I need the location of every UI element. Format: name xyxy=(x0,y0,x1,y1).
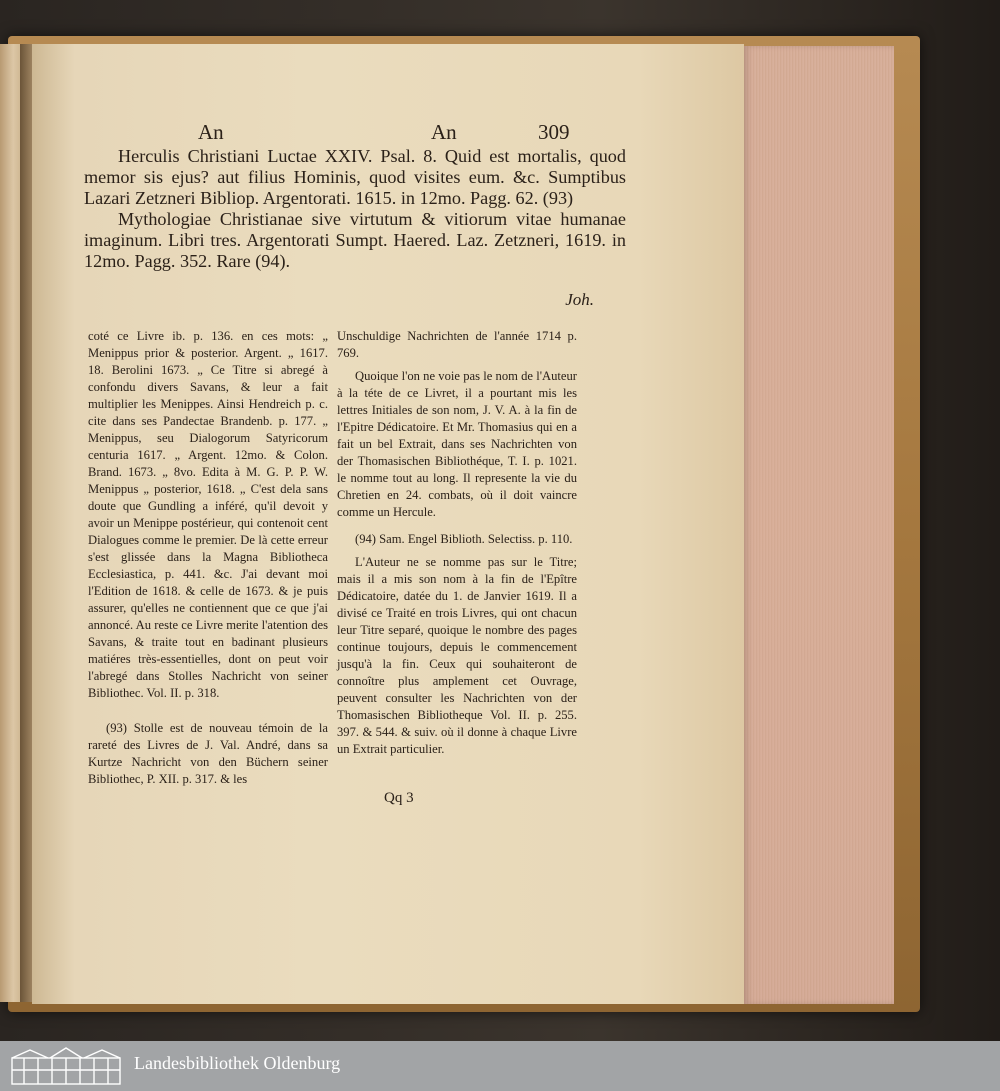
library-building-logo xyxy=(10,1046,122,1086)
page-block-edges xyxy=(744,46,894,1004)
signature-mark: Qq 3 xyxy=(384,790,414,806)
main-entries xyxy=(84,146,626,272)
running-head-left: An xyxy=(198,120,224,144)
footer-bar xyxy=(0,1041,1000,1091)
note-quoique: Quoique l'on ne voie pas le nom de l'Auteur à la téte de ce Livret, il a pourtant mis les lettres Initiales de son nom, J. V. A. à la fin de l'Epitre Dédicatoire. Et Mr. Thomasius qui en a fait un bel Extrait, dans ses Nachrichten von der Thomasischen Bibliothéque, T. I. p. 1021. le nomme tout au long. Il represente la vie du Chretien en 24. combats, où il doit vaincre comme un Hercule. xyxy=(337,369,577,519)
left-page-edge xyxy=(0,44,22,1002)
catchword: Joh. xyxy=(565,290,594,309)
running-head-center: An xyxy=(431,120,457,144)
entry-93: Herculis Christiani Luctae XXIV. Psal. 8. Quid est mortalis, quod memor sis ejus? aut filius Hominis, quod visites eum. &c. Sumptibus Lazari Zetzneri Bibliop. Argentorati. 1615. in 12mo. Pagg. 62. (93) xyxy=(84,146,626,208)
book-page xyxy=(32,44,744,1004)
note-unschuldige: Unschuldige Nachrichten de l'année 1714 p. 769. xyxy=(337,329,577,360)
note-auteur: L'Auteur ne se nomme pas sur le Titre; mais il a mis son nom à la fin de l'Epître Dédicatoire, datée du 1. de Janvier 1619. Il a divisé ce Traité en trois Livres, qui ont chacun leur Titre separé, quoique le nombre des pages continue toujours, depuis le commencement jusqu'à la fin. Ceux qui souhaiteront de connoître plus amplement cet Ouvrage, peuvent consulter les Nachrichten von der Thomasischen Bibliotheque Vol. II. p. 255. 397. & 544. & suiv. où il donne à chaque Livre un Extrait particulier. xyxy=(337,555,577,756)
note-94: (94) Sam. Engel Biblioth. Selectiss. p. 110. xyxy=(355,532,573,546)
note-continuation: coté ce Livre ib. p. 136. en ces mots: „ Menippus prior & posterior. Argent. „ 1617. 18. Berolini 1673. „ Ce Titre si abregé à confondu divers Savans, & leur a fait multiplier les Menippes. Ainsi Hendreich p. c. cite dans ses Pandectae Brandenb. p. 177. „ Menippus, seu Dialogorum Satyricorum centuria 1617. „ Argent. 12mo. & Colon. Brand. 1673. „ 8vo. Edita à M. G. P. P. W. Menippus „ posterior, 1618. „ C'est dela sans doute que Gundling a inféré, qu'il devoit y avoir un Menippe postérieur, qui contenoit cent Dialogues comme le premier. De là cette erreur s'est glissée dans la Magna Bibliotheca Ecclesiastica, p. 441. &c. J'ai devant moi l'Edition de 1618. & celle de 1673. & je puis assurer, qu'elles ne contiennent que ce que j'ai annoncé. Au reste ce Livre merite l'atention des Savans, & traite tout en badinant plusieurs matiéres très-essentielles, dont on peut voir l'abregé dans Stolles Nachricht von seiner Bibliothec. Vol. II. p. 318. xyxy=(88,329,328,700)
note-93: (93) Stolle est de nouveau témoin de la rareté des Livres de J. Val. André, dans sa Kurtze Nachricht von den Büchern seiner Bibliothec, P. XII. p. 317. & les xyxy=(88,721,328,786)
notes-right-column xyxy=(337,328,577,764)
library-name: Landesbibliothek Oldenburg xyxy=(134,1053,341,1073)
notes-left-column xyxy=(88,328,328,794)
page-number: 309 xyxy=(538,120,570,144)
entry-94: Mythologiae Christianae sive virtutum & vitiorum vitae humanae imaginum. Libri tres. Argentorati Sumpt. Haered. Laz. Zetzneri, 1619. in 12mo. Pagg. 352. Rare (94). xyxy=(84,209,626,271)
